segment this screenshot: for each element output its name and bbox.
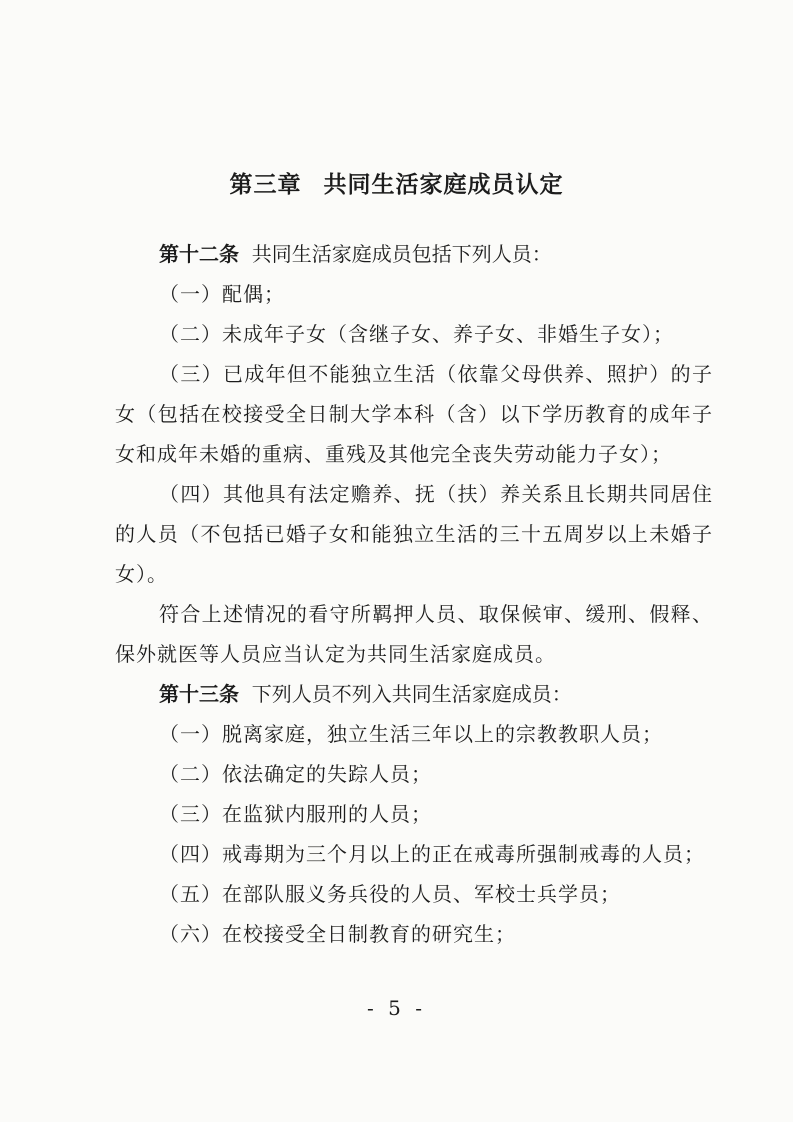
chapter-heading: 共同生活家庭成员认定 xyxy=(323,172,564,198)
page-number: - 5 - xyxy=(367,996,426,1020)
article-12-item-2: （二）未成年子女（含继子女、养子女、非婚生子女）； xyxy=(159,322,674,346)
article-13-item-2: （二）依法确定的失踪人员； xyxy=(159,762,432,786)
article-12-intro xyxy=(115,234,713,274)
article-13-item-4: （四）戒毒期为三个月以上的正在戒毒所强制戒毒的人员； xyxy=(159,842,705,866)
article-13-intro-text: 下列人员不列入共同生活家庭成员： xyxy=(251,682,572,706)
chapter-title xyxy=(0,166,793,199)
article-13-item-1: （一）脱离家庭，独立生活三年以上的宗教教职人员； xyxy=(159,722,663,746)
article-12-label: 第十二条 xyxy=(159,242,239,266)
chapter-number: 第三章 xyxy=(229,172,302,198)
article-12-item-3: （三）已成年但不能独立生活（依靠父母供养、照护）的子女（包括在校接受全日制大学本科（含）以下学历教育的成年子女和成年未婚的重病、重残及其他完全丧失劳动能力子女）； xyxy=(115,362,713,466)
article-12-item-1: （一）配偶； xyxy=(159,282,285,306)
article-12-note: 符合上述情况的看守所羁押人员、取保候审、缓刑、假释、保外就医等人员应当认定为共同生活家庭成员。 xyxy=(115,602,713,666)
article-13-intro xyxy=(115,674,713,714)
article-13-item-5: （五）在部队服义务兵役的人员、军校士兵学员； xyxy=(159,882,621,906)
article-12-intro-text: 共同生活家庭成员包括下列人员： xyxy=(251,242,552,266)
article-13-item-3: （三）在监狱内服刑的人员； xyxy=(159,802,432,826)
article-13-item-6: （六）在校接受全日制教育的研究生； xyxy=(159,922,516,946)
article-12-item-4: （四）其他具有法定赡养、抚（扶）养关系且长期共同居住的人员（不包括已婚子女和能独立生活的三十五周岁以上未婚子女）。 xyxy=(115,482,713,586)
article-13-label: 第十三条 xyxy=(159,682,239,706)
document-body xyxy=(115,234,713,954)
